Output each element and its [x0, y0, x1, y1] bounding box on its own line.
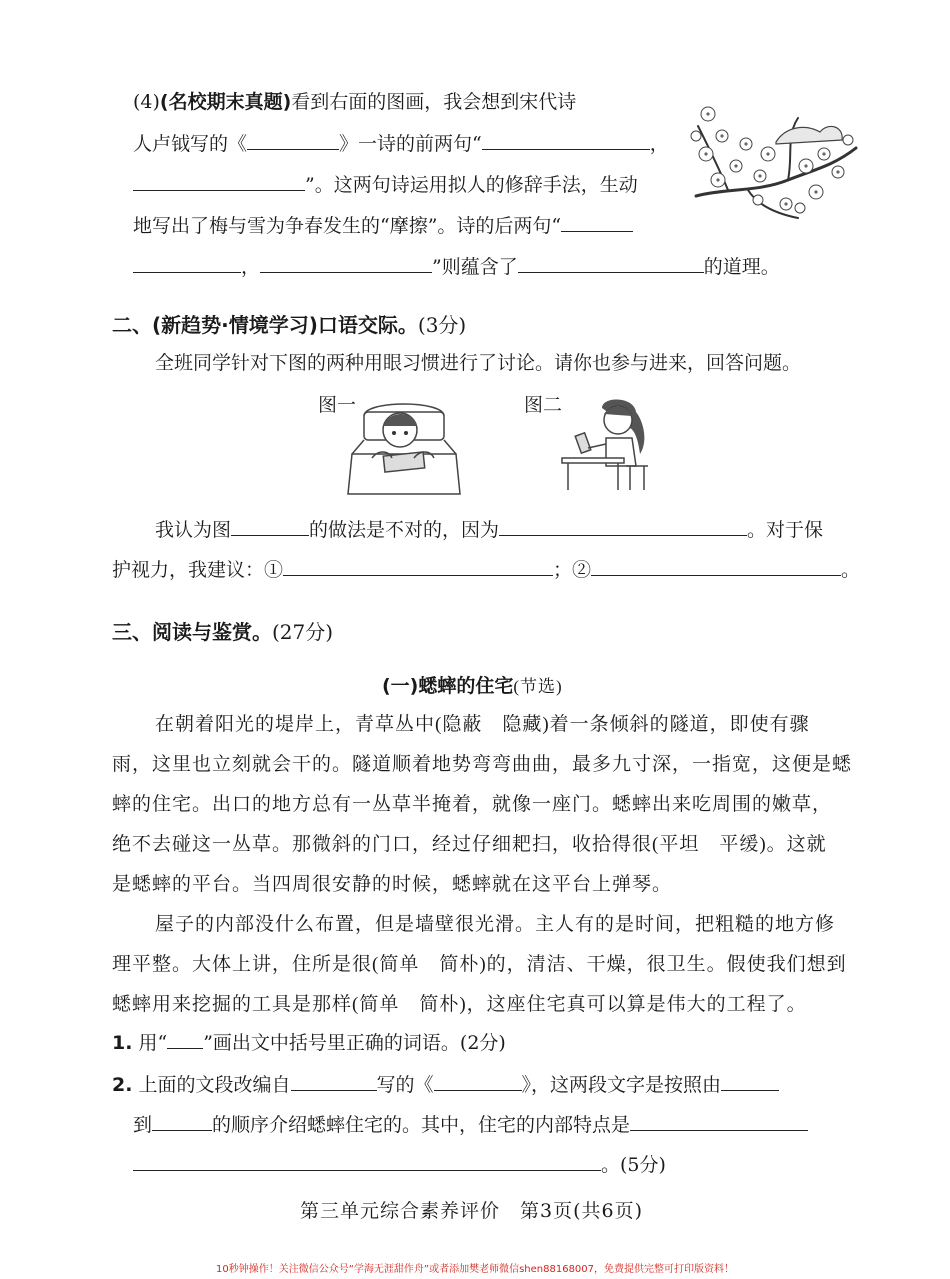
q4-line5-text-c: 的道理。: [703, 256, 780, 278]
q4-line5-text-b: ”则蕴含了: [432, 256, 518, 278]
q2-text-a: 上面的文段改编自: [138, 1074, 291, 1096]
poem-title-blank[interactable]: [247, 131, 339, 150]
section2-answer-line1: [155, 517, 823, 542]
passage-note: (节选): [513, 677, 563, 696]
figure2-label: 图二: [524, 394, 563, 416]
question2-line3: [133, 1152, 666, 1177]
q1-text-a: 用“: [138, 1032, 168, 1054]
q4-line3: [133, 172, 638, 197]
q2-text-f: 。(5分): [601, 1154, 666, 1176]
section2-answer-line2: [112, 557, 860, 582]
figure1-label: 图一: [318, 394, 357, 416]
suggestion1-blank[interactable]: [283, 557, 553, 576]
section3-title: 三、阅读与鉴赏。: [112, 620, 272, 644]
order-to-blank[interactable]: [152, 1112, 212, 1131]
figure1-image: [344, 394, 464, 502]
q4-line2: [133, 131, 669, 156]
q4-line3-text: ”。这两句诗运用拟人的修辞手法，生动: [305, 174, 638, 196]
order-from-blank[interactable]: [721, 1072, 779, 1091]
interior-feature-blank-a[interactable]: [630, 1112, 808, 1131]
underline-sample: [167, 1032, 203, 1049]
q4-line2-text-b: 》一诗的前两句“: [339, 133, 482, 155]
poem-line3-blank-a[interactable]: [561, 213, 633, 232]
q2-text-c: 》，这两段文字是按照由: [521, 1074, 722, 1096]
q4-line4: [133, 213, 633, 238]
poem-meaning-blank[interactable]: [518, 254, 704, 273]
passage-heading: [382, 674, 563, 699]
q4-line2-text-c: ，: [649, 133, 669, 155]
passage-p2-line1: 屋子的内部没什么布置，但是墙壁很光滑。主人有的是时间，把粗糙的地方修: [155, 914, 836, 935]
q4-line1: [133, 90, 576, 114]
section3-heading: [112, 616, 333, 645]
question2-line1: [112, 1072, 779, 1097]
section2-title: 二、(新趋势·情境学习)口语交际。: [112, 313, 418, 337]
work-title-blank[interactable]: [434, 1072, 522, 1091]
answer2-text-c: 。: [841, 559, 861, 581]
poem-line1-blank-b[interactable]: [133, 172, 305, 191]
watermark-text: 10秒钟操作！关注微信公众号“学海无涯甜作舟”或者添加樊老师微信shen88168007，免费提供完整可打印版资料！: [216, 1264, 735, 1275]
q4-line4-text: 地写出了梅与雪为争春发生的“摩擦”。诗的后两句“: [133, 215, 562, 237]
q2-text-e: 的顺序介绍蟋蟀住宅的。其中，住宅的内部特点是: [212, 1114, 631, 1136]
section2-intro: 全班同学针对下图的两种用眼习惯进行了讨论。请你也参与进来，回答问题。: [155, 352, 802, 374]
poem-line3-blank-b[interactable]: [133, 254, 241, 273]
section3-score: (27分): [272, 620, 334, 644]
plum-blossom-image: [688, 96, 860, 224]
interior-feature-blank-b[interactable]: [133, 1152, 601, 1171]
page-footer: 第三单元综合素养评价 第3页(共6页): [300, 1200, 644, 1222]
q4-line5: [133, 254, 780, 279]
question1: [112, 1031, 506, 1055]
passage-p2-line3: 蟋蟀用来挖掘的工具是那样(简单 简朴)，这座住宅真可以算是伟大的工程了。: [112, 994, 807, 1015]
poem-line1-blank-a[interactable]: [482, 131, 650, 150]
q4-line5-text-a: ，: [241, 256, 261, 278]
figure2-image: [560, 394, 660, 494]
q2-text-b: 写的《: [376, 1074, 434, 1096]
passage-p1-line1: 在朝着阳光的堤岸上，青草丛中(隐蔽 隐藏)着一条倾斜的隧道，即使有骤: [155, 714, 810, 735]
passage-p1-line4: 绝不去碰这一丛草。那微斜的门口，经过仔细耙扫，收拾得很(平坦 平缓)。这就: [112, 834, 827, 855]
q4-tag: (名校期末真题): [159, 91, 292, 113]
reason-blank[interactable]: [499, 517, 747, 536]
q1-text-b: ”画出文中括号里正确的词语。(2分): [203, 1032, 506, 1054]
q2-text-d: 到: [133, 1114, 153, 1136]
section2-heading: [112, 309, 466, 338]
passage-title: (一)蟋蟀的住宅: [382, 675, 514, 697]
figure-number-blank[interactable]: [231, 517, 309, 536]
q4-line1-text: 看到右面的图画，我会想到宋代诗: [291, 91, 577, 113]
answer2-text-a: 护视力，我建议：①: [112, 559, 284, 581]
passage-p1-line2: 雨，这里也立刻就会干的。隧道顺着地势弯弯曲曲，最多九寸深，一指宽，这便是蟋: [112, 754, 853, 775]
suggestion2-blank[interactable]: [591, 557, 841, 576]
answer2-text-b: ；②: [553, 559, 592, 581]
q2-number: 2.: [112, 1074, 133, 1096]
q1-number: 1.: [112, 1032, 133, 1054]
answer1-text-b: 的做法是不对的，因为: [309, 519, 500, 541]
poem-line4-blank[interactable]: [260, 254, 432, 273]
answer1-text-c: 。对于保: [747, 519, 824, 541]
question2-line2: [133, 1112, 808, 1137]
passage-p1-line3: 蟀的住宅。出口的地方总有一丛草半掩着，就像一座门。蟋蟀出来吃周围的嫩草，: [112, 794, 833, 815]
q4-line2-text-a: 人卢钺写的《: [133, 133, 248, 155]
section2-score: (3分): [417, 313, 467, 337]
passage-p1-line5: 是蟋蟀的平台。当四周很安静的时候，蟋蟀就在这平台上弹琴。: [112, 874, 673, 895]
passage-p2-line2: 理平整。大体上讲，住所是很(简单 简朴)的，清洁、干燥，很卫生。假使我们想到: [112, 954, 847, 975]
author-blank[interactable]: [291, 1072, 377, 1091]
answer1-text-a: 我认为图: [155, 519, 232, 541]
q4-number: (4): [133, 91, 160, 113]
